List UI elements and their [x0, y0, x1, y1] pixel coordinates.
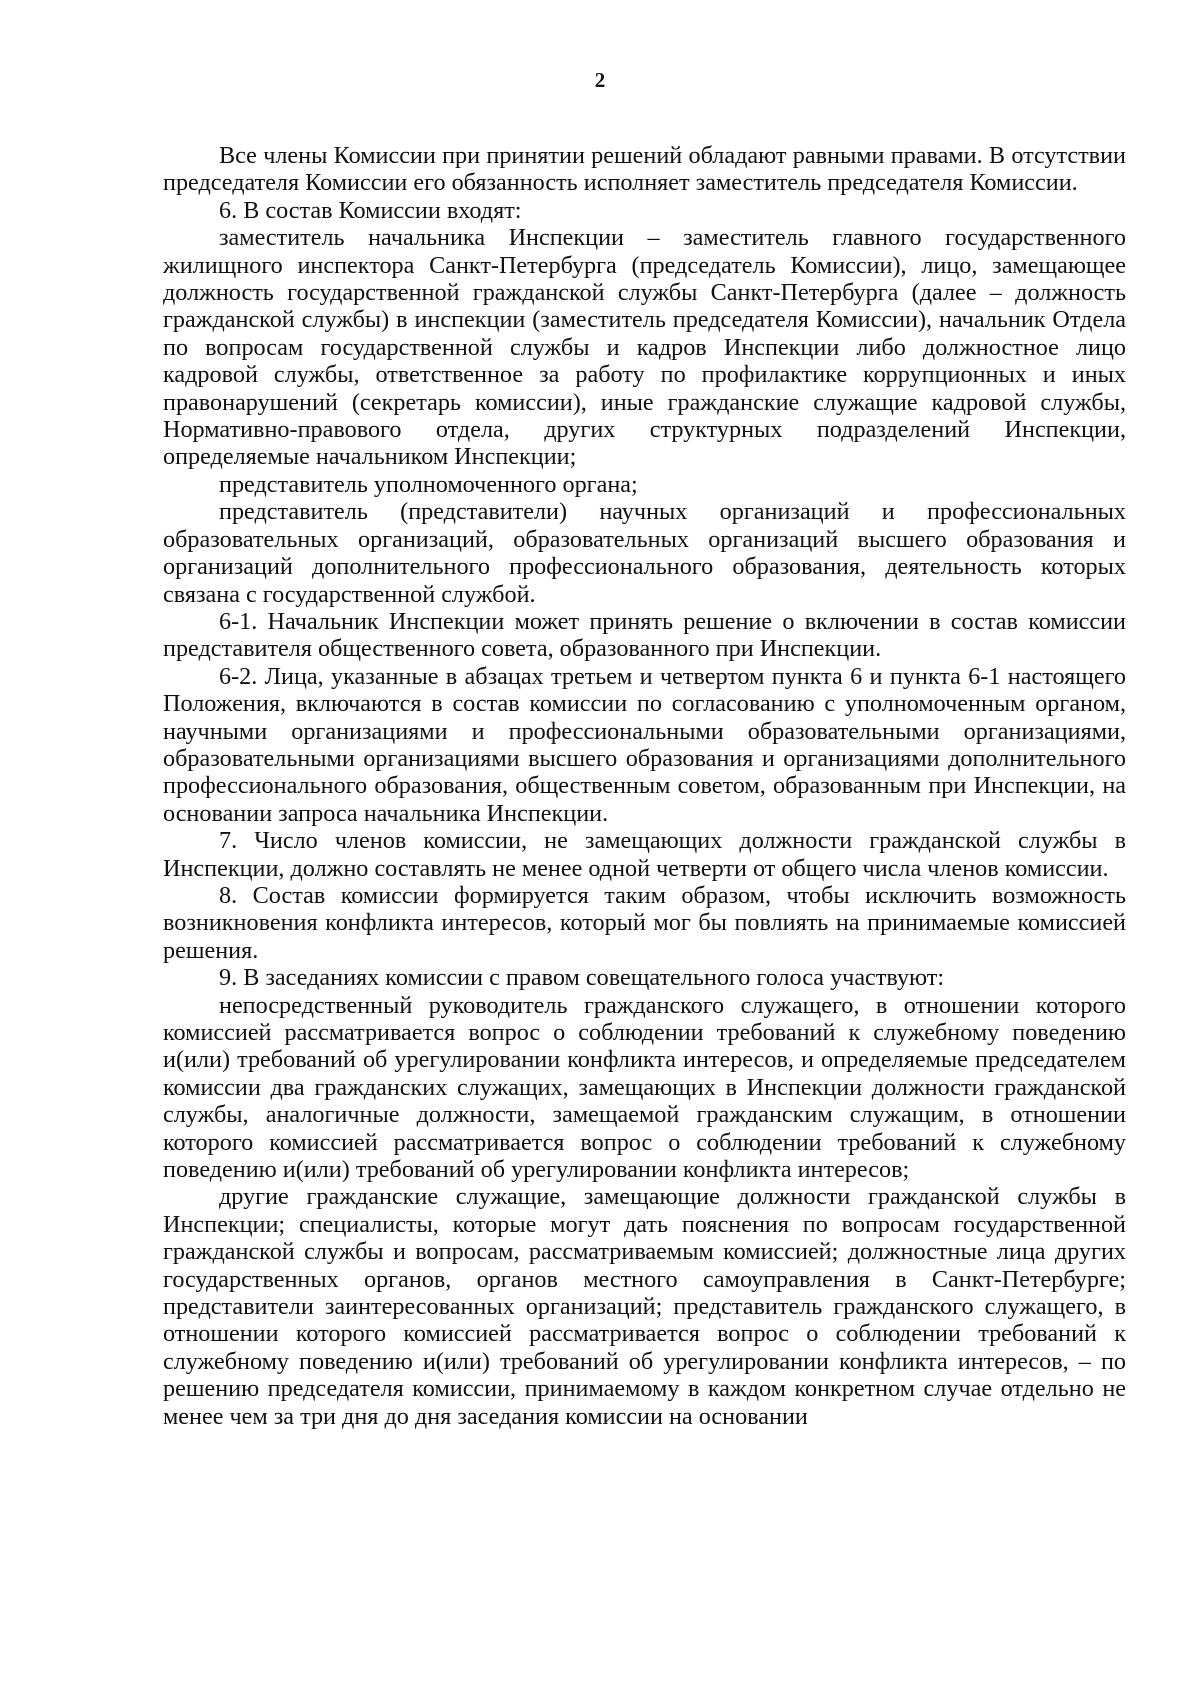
paragraph-equal-rights: Все члены Комиссии при принятии решений обладают равными правами. В отсутствии председателя Комиссии его обязанность исполняет заместитель председателя Комиссии.: [163, 142, 1126, 197]
paragraph-9-heading: 9. В заседаниях комиссии с правом совещательного голоса участвуют:: [219, 964, 945, 992]
paragraph-6-1: 6-1. Начальник Инспекции может принять решение о включении в состав комиссии представителя общественного совета, образованного при Инспекции.: [163, 607, 1126, 663]
paragraph-8: 8. Состав комиссии формируется таким образом, чтобы исключить возможность возникновения конфликта интересов, который мог бы повлиять на принимаемые комиссией решения.: [163, 881, 1126, 964]
paragraph-7: 7. Число членов комиссии, не замещающих должности гражданской службы в Инспекции, должно составлять не менее одной четверти от общего числа членов комиссии.: [163, 827, 1126, 882]
document-body: [163, 142, 1126, 1430]
paragraph-9-supervisor: непосредственный руководитель гражданского служащего, в отношении которого комиссией рассматривается вопрос о соблюдении требований к служебному поведению и(или) требований об урегулировании конфликта интересов, и определяемые председателем комиссии два гражданских служащих, замещающих в Инспекции должности гражданской службы, аналогичные должности, замещаемой гражданским служащим, в отношении которого комиссией рассматривается вопрос о соблюдении требований к служебному поведению и(или) требований об урегулировании конфликта интересов;: [163, 991, 1126, 1184]
paragraph-6-scientific-representatives: представитель (представители) научных организаций и профессиональных образовательных организаций, образовательных организаций высшего образования и организаций дополнительного профессионального образования, деятельность которых связана с государственной службой.: [163, 498, 1126, 608]
paragraph-6-authorized-body: представитель уполномоченного органа;: [219, 470, 638, 498]
paragraph-6-heading: 6. В состав Комиссии входят:: [219, 196, 522, 224]
page-number: 2: [594, 68, 606, 92]
paragraph-9-other-participants: другие гражданские служащие, замещающие должности гражданской службы в Инспекции; специалисты, которые могут дать пояснения по вопросам государственной гражданской службы и вопросам, рассматриваемым комиссией; должностные лица других государственных органов, органов местного самоуправления в Санкт-Петербурге; представители заинтересованных организаций; представитель гражданского служащего, в отношении которого комиссией рассматривается вопрос о соблюдении требований к служебному поведению и(или) требований об урегулировании конфликта интересов, – по решению председателя комиссии, принимаемому в каждом конкретном случае отдельно не менее чем за три дня до дня заседания комиссии на основании: [163, 1183, 1126, 1430]
paragraph-6-2: 6-2. Лица, указанные в абзацах третьем и четвертом пункта 6 и пункта 6-1 настоящего Положения, включаются в состав комиссии по согласованию с уполномоченным органом, научными организациями и профессиональными образовательными организациями, образовательными организациями высшего образования и организациями дополнительного профессионального образования, общественным советом, образованным при Инспекции, на основании запроса начальника Инспекции.: [163, 662, 1126, 827]
paragraph-6-members: заместитель начальника Инспекции – заместитель главного государственного жилищного инспектора Санкт-Петербурга (председатель Комиссии), лицо, замещающее должность государственной гражданской службы Санкт-Петербурга (далее – должность гражданской службы) в инспекции (заместитель председателя Комиссии), начальник Отдела по вопросам государственной службы и кадров Инспекции либо должностное лицо кадровой службы, ответственное за работу по профилактике коррупционных и иных правонарушений (секретарь комиссии), иные гражданские служащие кадровой службы, Нормативно-правового отдела, других структурных подразделений Инспекции, определяемые начальником Инспекции;: [163, 224, 1126, 471]
